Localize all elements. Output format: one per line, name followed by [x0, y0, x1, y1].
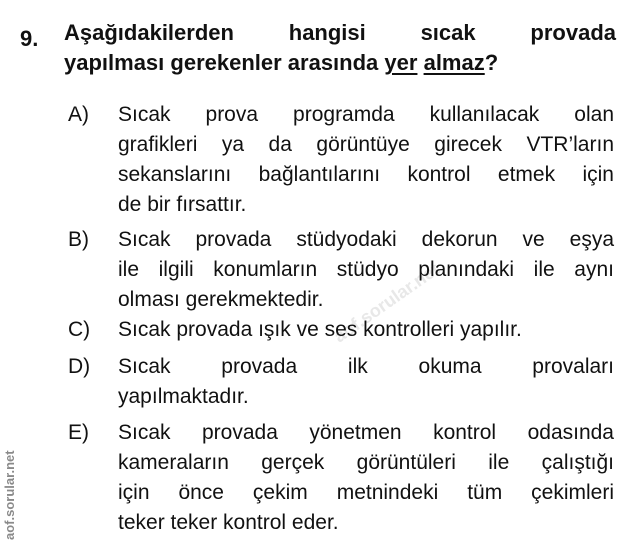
option-line: Sıcak provada stüdyodaki dekorun ve eşya [118, 228, 614, 251]
option-text [118, 225, 614, 315]
option-line: Sıcak provada ışık ve ses kontrolleri yapılır. [118, 318, 522, 341]
option-line: kameraların gerçek görüntüleri ile çalıştığı [118, 451, 614, 474]
option-line: sekanslarını bağlantılarını kontrol etmek için [118, 163, 614, 186]
option-letter: D) [68, 355, 91, 378]
question-stem-text: yapılması gerekenler arasında [64, 50, 385, 75]
option-letter: E) [68, 421, 89, 444]
option-text [118, 100, 614, 220]
option-line: teker teker kontrol eder. [118, 511, 339, 534]
question-number: 9. [20, 26, 39, 51]
question-stem-line-2 [64, 50, 498, 75]
option-line: olması gerekmektedir. [118, 288, 324, 311]
option-line: yapılmaktadır. [118, 385, 249, 408]
option-line: Sıcak provada ilk okuma provaları [118, 355, 614, 378]
option-letter: B) [68, 228, 89, 251]
option-line: de bir fırsattır. [118, 193, 247, 216]
question-mark: ? [484, 50, 499, 75]
option-text [118, 352, 614, 412]
option-text [118, 315, 614, 345]
question-stem [64, 18, 616, 78]
option-letter: C) [68, 318, 91, 341]
option-line: Sıcak prova programda kullanılacak olan [118, 103, 614, 126]
option-line: Sıcak provada yönetmen kontrol odasında [118, 421, 614, 444]
underlined-word-almaz: almaz [423, 50, 485, 75]
watermark-text: aof.sorular.net [330, 258, 444, 347]
underlined-word-yer: yer [384, 50, 418, 75]
option-text [118, 418, 614, 538]
question-stem-line-1: Aşağıdakilerden hangisi sıcak provada [64, 20, 616, 45]
option-line: grafikleri ya da görüntüye girecek VTR’ların [118, 133, 614, 156]
option-letter: A) [68, 103, 89, 126]
side-site-url: aof.sorular.net [2, 450, 17, 540]
option-line: ile ilgili konumların stüdyo planındaki ile aynı [118, 258, 614, 281]
option-line: için önce çekim metnindeki tüm çekimleri [118, 481, 614, 504]
